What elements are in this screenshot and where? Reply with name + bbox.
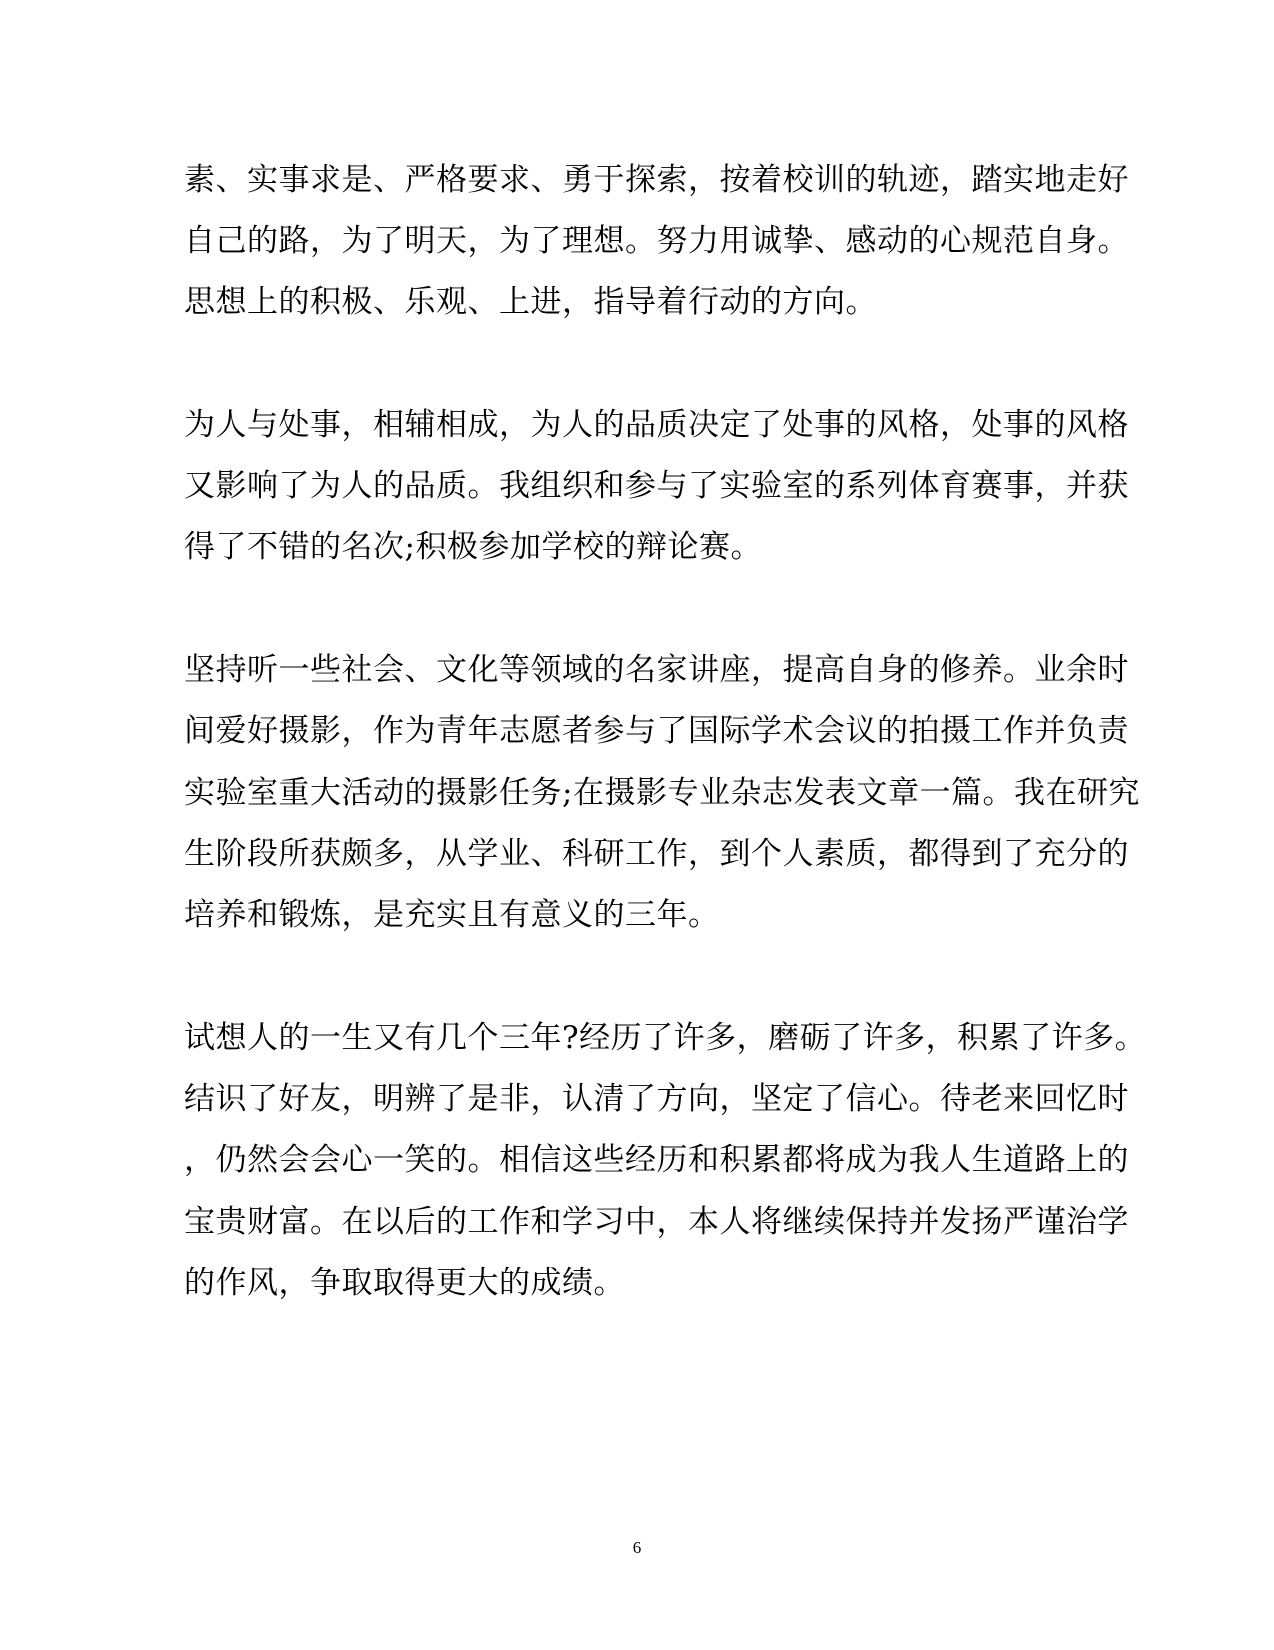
paragraph-4-line-3: ，仍然会会心一笑的。相信这些经历和积累都将成为我人生道路上的	[184, 1142, 1129, 1178]
paragraph-1-line-2: 自己的路，为了明天，为了理想。努力用诚挚、感动的心规范自身。	[184, 223, 1129, 259]
paragraph-3-line-4: 生阶段所获颇多，从学业、科研工作，到个人素质，都得到了充分的	[184, 836, 1129, 872]
paragraph-2-line-2: 又影响了为人的品质。我组织和参与了实验室的系列体育赛事，并获	[184, 468, 1129, 504]
paragraph-3-line-1: 坚持听一些社会、文化等领域的名家讲座，提高自身的修养。业余时	[184, 652, 1129, 688]
paragraph-2-line-1: 为人与处事，相辅相成，为人的品质决定了处事的风格，处事的风格	[184, 407, 1129, 443]
paragraph-4-line-5: 的作风，争取取得更大的成绩。	[184, 1265, 625, 1301]
paragraph-4-line-2: 结识了好友，明辨了是非，认清了方向，坚定了信心。待老来回忆时	[184, 1081, 1129, 1117]
paragraph-4-line-1: 试想人的一生又有几个三年?经历了许多，磨砺了许多，积累了许多。	[184, 1020, 1147, 1056]
paragraph-1-line-3: 思想上的积极、乐观、上进，指导着行动的方向。	[184, 284, 877, 320]
paragraph-3-line-5: 培养和锻炼，是充实且有意义的三年。	[184, 897, 720, 933]
paragraph-3-line-3: 实验室重大活动的摄影任务;在摄影专业杂志发表文章一篇。我在研究	[184, 775, 1140, 811]
paragraph-1-line-1: 素、实事求是、严格要求、勇于探索，按着校训的轨迹，踏实地走好	[184, 162, 1129, 198]
paragraph-4-line-4: 宝贵财富。在以后的工作和学习中，本人将继续保持并发扬严谨治学	[184, 1204, 1129, 1240]
page-number: 6	[632, 1538, 642, 1557]
paragraph-2-line-3: 得了不错的名次;积极参加学校的辩论赛。	[184, 529, 762, 565]
paragraph-3-line-2: 间爱好摄影，作为青年志愿者参与了国际学术会议的拍摄工作并负责	[184, 713, 1129, 749]
